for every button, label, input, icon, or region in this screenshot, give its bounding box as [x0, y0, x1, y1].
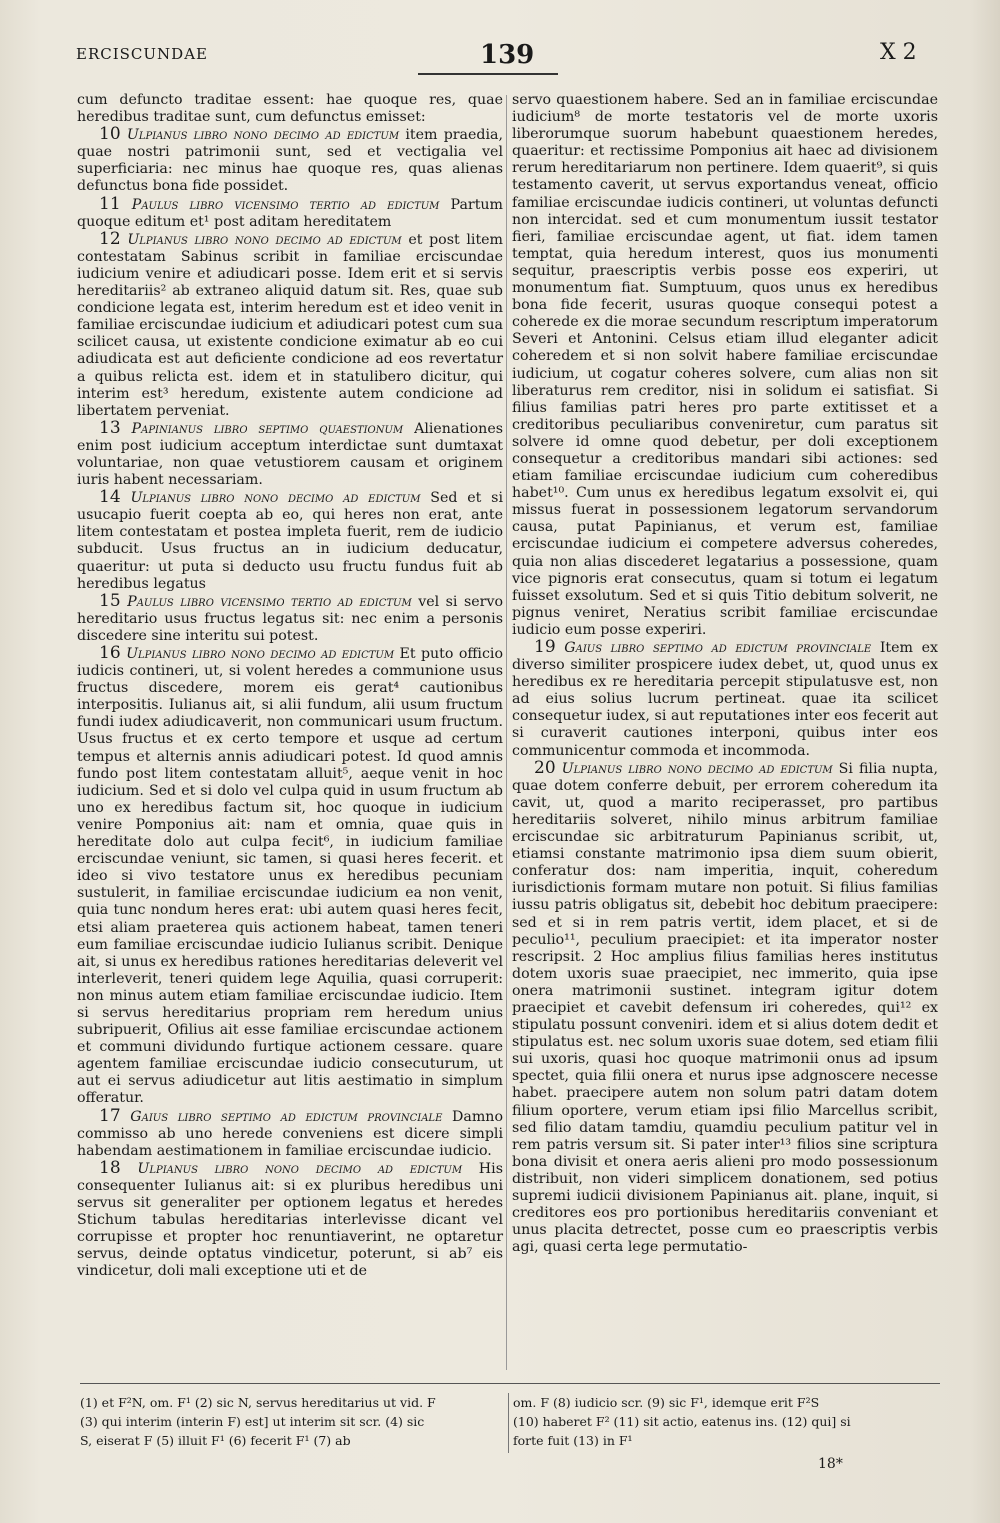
footnote-rule: [80, 1383, 940, 1384]
paragraph: [77, 417, 503, 489]
paragraph: [77, 126, 503, 195]
fragment-inscription: Gaius libro septimo ad edictum provinciale: [564, 640, 872, 656]
fragment-number: 18: [99, 1157, 121, 1178]
paragraph: [77, 1105, 503, 1160]
paragraph-text: His consequenter Iulianus ait: si ex pluribus heredibus uni servus sit generaliter per optionem legatus et heredes Stichum tabulas hereditarias interlevisse dicant vel corrupisse et propter hoc renuntiaverint, ne optaretur servus, deinde optatus vindicetur, poterunt, si ab⁷ eis vindicetur, doli mali exceptione uti et de: [77, 1160, 503, 1280]
fragment-inscription: Ulpianus libro nono decimo ad edictum: [126, 646, 395, 662]
fragment-number: 19: [534, 637, 556, 657]
paragraph: [77, 228, 504, 420]
fragment-number: 17: [99, 1105, 121, 1126]
paragraph-text: Si filia nupta, quae dotem conferre debuit, per errorem coheredum ita cavit, ut, quod a marito reciperasset, pro partibus hereditariis solveret, nihilo minus arbitrum familiae erciscundae sic arbitraturum Papinianus scribit, ut, etiamsi constante matrimonio ipsa diem suum obierit, conferatur dos: nam imperitia, inquit, coheredum iurisdictionis formam mutare non potuit. Si filius familias iussu patris obligatus sit, debebit hoc debitum praecipere: sed et si in rem patris vertit, idem placet, et si de peculio¹¹, peculium praecipiet: et ita imperator noster rescripsit. 2 Hoc amplius filius familias heres institutus dotem uxoris suae praecipiet, nec immerito, quia ipse onera matrimonii sustinet. integram igitur dotem praecipiet et cavebit defensum iri coheredes, qui¹² ex stipulatu possunt conveniri. idem et si alius dotem dedit et stipulatus est. nec solum uxoris suae dotem, sed etiam filii sui uxoris, quasi hoc quoque matrimonii onus ad ipsum spectet, quia filii onera et nurus ipse adgnoscere necesse habet. praecipere autem non solum patri datam dotem filium oportere, verum etiam ipsi filio Marcellus scribit, sed filio datam tamdiu, quamdiu peculium patitur vel in rem patris versum sit. Si pater inter¹³ filios sine scriptura bona divisit et onera aeris alieni pro modo possessionum distribuit, non videri simplicem donationem, sed potius supremi iudicii divisionem Papinianus ait. plane, inquit, si creditores eos pro portionibus hereditariis conveniant et unus placita detrectet, posse cum eo praescriptis verbis agi, quasi certa lege permutatio-: [512, 760, 938, 1256]
left-text-column: [77, 92, 503, 1280]
fragment-inscription: Ulpianus libro nono decimo ad edictum: [127, 231, 402, 248]
footnote-line: (1) et F²N, om. F¹ (2) sic N, servus hereditarius ut vid. F: [80, 1395, 436, 1410]
paragraph: [512, 757, 938, 1257]
fragment-number: 16: [99, 643, 121, 663]
fragment-number: 10: [99, 124, 121, 145]
paragraph: [77, 590, 503, 645]
fragment-inscription: Ulpianus libro nono decimo ad edictum: [561, 760, 833, 777]
signature-mark: 18*: [818, 1456, 843, 1472]
paragraph-text: Alienationes enim post iudicium acceptum interdictae sunt dumtaxat voluntariae, non quae vetustiorem causam et originem iuris habent necessariam.: [77, 420, 503, 489]
fragment-number: 12: [99, 228, 121, 249]
footnote-divider: [508, 1393, 509, 1453]
fragment-number: 20: [534, 757, 556, 778]
fragment-inscription: Gaius libro septimo ad edictum provinciale: [130, 1108, 443, 1125]
paragraph: [77, 193, 503, 231]
running-head-section: X 2: [880, 40, 917, 65]
footnotes-left: [80, 1393, 505, 1450]
paragraph-text: item praedia, quae nostri patrimonii sunt, sed et vectigalia vel superficiaria: nec minus hae quoque res, quas alienas defunctus bona fide possidet.: [77, 127, 504, 195]
footnote-line: (10) haberet F² (11) sit actio, eatenus ins. (12) qui] si: [513, 1414, 851, 1429]
paragraph-continuation: [512, 92, 938, 639]
fragment-number: 13: [99, 417, 121, 438]
fragment-inscription: Ulpianus libro nono decimo ad edictum: [137, 1160, 463, 1177]
paragraph-text: Sed et si usucapio fuerit coepta ab eo, qui heres non erat, ante litem contestatam et postea impleta fuerit, rem de iudicio subducit. Usus fructus an in iudicium deducatur, quaeritur: ut puta si deducto usu fructu fundus fuit ab heredibus legatus: [77, 490, 503, 592]
paragraph-text: cum defuncto traditae essent: hae quoque res, quae heredibus traditae sunt, cum defunctus emisset:: [77, 92, 503, 126]
footnote-line: om. F (8) iudicio scr. (9) sic F¹, idemque erit F²S: [513, 1395, 820, 1410]
paragraph: [77, 489, 503, 593]
paragraph-text: vel si servo hereditario usus fructus legatus sit: nec enim a personis discedere sine interitu sui potest.: [77, 593, 503, 644]
footnote-line: S, eiserat F (5) illuit F¹ (6) fecerit F¹ (7) ab: [80, 1433, 351, 1448]
fragment-number: 15: [99, 590, 121, 611]
header-rule: [418, 73, 558, 75]
right-text-column: [512, 92, 938, 1256]
fragment-inscription: Ulpianus libro nono decimo ad edictum: [126, 127, 400, 144]
fragment-inscription: Ulpianus libro nono decimo ad edictum: [130, 490, 421, 507]
column-divider: [506, 95, 507, 1370]
paragraph-continuation: [77, 92, 503, 126]
paragraph-text: servo quaestionem habere. Sed an in familiae erciscundae iudicium⁸ de morte testatoris vel de morte uxoris liberorumque suorum habebunt quaestionem heredes, quaeritur: et rectissime Pomponius ait haec ad divisionem rerum hereditariarum non pertinere. Idem quaerit⁹, si quis testamento caverit, ut servus exportandus veneat, officio familiae erciscundae iudicis contineri, ut voluntas defuncti non intercidat. sed et cum monumentum iussit testator fieri, familiae erciscundae agent, ut fiat. idem tamen temptat, quia heredum interest, quos ius monumenti sequitur, praescriptis verbis posse eos experiri, ut monumentum fiat. Sumptuum, quos unus ex heredibus bona fide fecerit, usuras quoque consequi potest a coherede ex die morae secundum rescriptum imperatorum Severi et Antonini. Celsus etiam illud eleganter adicit coheredem et si non solvit habere familiae erciscundae iudicium, ut cogatur coheres solvere, cum alias non sit liberaturus rem creditor, nisi in solidum ei satisfiat. Si filius familias patri heres pro parte extitisset et a creditoribus peculiaribus conveniretur, cum paratus sit solvere id omne quod debetur, per doli exceptionem consequetur a creditoribus mandari sibi actiones: sed etiam familiae erciscundae iudicium cum coheredibus habet¹⁰. Cum unus ex heredibus legatum exsolvit ei, qui missus fuerat in possessionem legatorum servandorum causa, putat Papinianus, et verum est, familiae erciscundae iudicium ei competere adversus coheredes, quia non alias discederet legatarius a possessione, quam vice pignoris erat consecutus, quam si totum ei legatum fuisset exsolutum. Sed et si quis Titio debitum solverit, ne pignus veniret, Neratius scribit familiae erciscundae iudicio eum posse experiri.: [512, 92, 938, 638]
fragment-inscription: Papinianus libro septimo quaestionum: [131, 420, 404, 437]
paragraph-text: Item ex diverso similiter prospicere iudex debet, ut, quod unus ex heredibus ex re hereditaria percepit stipulatusve est, non ad eius solius lucrum pertineat. quae ita scilicet consequetur iudex, si aut reputationes inter eos fecerit aut si curaverit cautiones interponi, quibus inter eos communicentur commoda et incommoda.: [512, 640, 938, 759]
paragraph: [512, 639, 938, 760]
paragraph-text: Et puto officio iudicis contineri, ut, si volent heredes a communione usus fructus discedere, morem eis gerat⁴ cautionibus interpositis. Iulianus ait, si alii fundum, alii usum fructum fundi iudex adiudicaverit, non communicari usum fructum. Usus fructus et ex certo tempore et usque ad certum tempus et alternis annis adiudicari potest. Id quod amnis fundo post litem contestatam alluit⁵, aeque venit in hoc iudicium. Sed et si dolo vel culpa quid in usum fructum ab uno ex heredibus factum sit, hoc quoque in iudicium venire Pomponius ait: nam et omnia, quae quis in hereditate dolo aut culpa fecit⁶, in iudicium familiae erciscundae veniunt, sic tamen, si quasi heres fecerit. et ideo si vivo testatore unus ex heredibus pecuniam sustulerit, in familiae erciscundae iudicium ea non venit, quia tunc nondum heres erat: ubi autem quasi heres fecit, etsi aliam praeterea quis actionem habeat, tamen teneri eum familiae erciscundae iudicio Iulianus scribit. Denique ait, si unus ex heredibus rationes hereditarias deleverit vel interleverit, teneri quidem lege Aquilia, quasi corruperit: non minus autem etiam familiae erciscundae iudicio. Item si servus hereditarius propriam rem heredum unius subripuerit, Ofilius ait esse familiae erciscundae actionem et communi dividundo furtique actionem cessare. quare agentem familiae erciscundae iudicio consecuturum, ut aut ei servus adiudicetur aut litis aestimatio in simplum offeratur.: [77, 646, 503, 1107]
paragraph: [77, 645, 503, 1108]
footnotes-right: [513, 1393, 943, 1450]
fragment-number: 11: [99, 193, 121, 214]
fragment-inscription: Paulus libro vicensimo tertio ad edictum: [127, 593, 412, 610]
footnote-line: (3) qui interim (interin F) est] ut interim sit scr. (4) sic: [80, 1414, 425, 1429]
paragraph-text: Damno commisso ab uno herede conveniens est dicere simpli habendam aestimationem in familiae erciscundae iudicio.: [77, 1108, 503, 1159]
running-head-title: ERCISCUNDAE: [76, 45, 208, 63]
footnote-line: forte fuit (13) in F¹: [513, 1433, 633, 1448]
paragraph-text: Partum quoque editum et¹ post aditam hereditatem: [77, 196, 503, 230]
paragraph: [77, 1157, 503, 1281]
page-number: 139: [480, 40, 535, 70]
paragraph-text: et post litem contestatam Sabinus scribit in familiae erciscundae iudicium venire et adiudicari posse. Idem erit et si servis hereditariis² ab extraneo aliquid datum sit. Res, quae sub condicione legata est, interim heredum est et ideo venit in familiae erciscundae iudicium et adiudicari potest cum sua scilicet causa, ut existente condicione eximatur ab eo cui adiudicata est aut deficiente condicione ad eos revertatur a quibus relicta est. idem et in statulibero dicitur, qui interim est³ heredum, existente autem condicione ad libertatem perveniat.: [77, 231, 504, 419]
fragment-inscription: Paulus libro vicensimo tertio ad edictum: [131, 196, 440, 213]
fragment-number: 14: [99, 487, 121, 508]
